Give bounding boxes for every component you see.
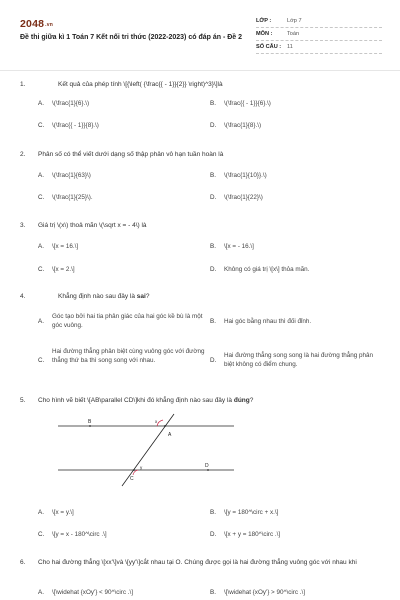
label-c: C bbox=[130, 476, 134, 482]
question-number: 1. bbox=[20, 81, 26, 88]
point-a bbox=[164, 425, 166, 427]
parallel-lines-figure bbox=[56, 412, 236, 487]
label-x: x bbox=[155, 419, 158, 424]
option-c[interactable]: C. \(\frac{1}{25}\). bbox=[38, 194, 93, 201]
option-c[interactable]: C. \[x = 2.\] bbox=[38, 266, 75, 273]
question-text: Cho hình vẽ biết \[AB\parallel CD\]khi đó khẳng định nào sau đây là đúng? bbox=[38, 397, 254, 404]
question-text: Kết quả của phép tính \[{\left( {\frac{{ - 1}}{2}} \right)^3}\]là bbox=[58, 81, 223, 88]
question-number: 6. bbox=[20, 559, 26, 566]
option-a[interactable]: A. \[x = y.\] bbox=[38, 509, 74, 516]
meta-value: Toán bbox=[287, 31, 300, 37]
option-c[interactable]: C. \[y = x - 180^\circ .\] bbox=[38, 531, 107, 538]
meta-value: 11 bbox=[287, 44, 293, 50]
option-a[interactable]: A. \[x = 16.\] bbox=[38, 243, 79, 250]
question-text: Giá trị \(x\) thoả mãn \(\sqrt x = - 4\) là bbox=[38, 222, 147, 229]
meta-key: MÔN : bbox=[256, 31, 273, 37]
label-d: D bbox=[205, 463, 209, 469]
option-b[interactable]: B. \[\widehat {xOy'} > 90^\circ .\] bbox=[210, 589, 305, 596]
option-d[interactable]: D. \(\frac{1}{8}.\) bbox=[210, 122, 262, 129]
question-text: Khẳng định nào sau đây là sai? bbox=[58, 293, 150, 300]
angle-x-arc bbox=[157, 420, 163, 426]
question-number: 5. bbox=[20, 397, 26, 404]
question-text: Phân số có thể viết dưới dạng số thập phân vô hạn tuần hoàn là bbox=[38, 151, 224, 158]
option-a[interactable]: A. \[\widehat {xOy'} < 90^\circ .\] bbox=[38, 589, 133, 596]
question-number: 3. bbox=[20, 222, 26, 229]
point-b bbox=[89, 425, 91, 427]
meta-value: Lớp 7 bbox=[287, 18, 302, 24]
option-b[interactable]: B. \[y = 180^\circ + x.\] bbox=[210, 509, 279, 516]
point-d bbox=[207, 469, 209, 471]
label-y: y bbox=[140, 465, 143, 470]
option-a[interactable]: A. \(\frac{1}{6}.\) bbox=[38, 100, 90, 107]
option-d[interactable]: D. Không có giá trị \[x\] thỏa mãn. bbox=[210, 266, 310, 273]
meta-key: SỐ CÂU : bbox=[256, 44, 282, 50]
questions-container: 1. Kết quả của phép tính \[{\left( {\frac{{ - 1}}{2}} \right)^3}\]là A. \(\frac{1}{6}.\) B. \(\frac{{ - 1}}{6}.\) C. \(\frac{{ - 1}}{8}.\) D. \(\frac{1}{8}.\) 2. Phân số có thể viết dưới dạng số thập phân vô hạn tuần hoàn là A. \(\frac{1}{63}\) B. \(\frac{1}{10}}.\) C. \(\frac{1}{25}\). D. \(\frac{1}{22}\) 3. Giá trị \(x\) thoả mãn \(\sqrt x = - 4\) là A. \[x = 16.\] B. \[x = - 16.\] C. \[x = 2.\] D. Không có giá trị \[x\] thỏa mãn. 4. Khẳng định nào sau đây là sai? A. Góc tạo bởi hai tia phân giác của hai góc kề bù là một góc vuông. B. Hai góc bằng nhau thì đối đỉnh. C. Hai đường thẳng phân biệt cùng vuông góc với đường thẳng thứ ba thì song song với nhau. D. Hai đường thẳng song song là hai đường thẳng phân biệt không có điểm chung. 5. Cho hình vẽ biết \[AB\parallel CD\]khi đó khẳng định nào sau đây là đúng? B A x y C D A. \[x = y.\] B. \[y = 180^\circ + x.\] C. \[y = x - 180^\circ .\] D. \[x + y = 180^\circ .\] 6. Cho hai đường thẳng \[xx'\]và \[yy'\]cắt nhau tại O. Chúng được gọi là hai đường thẳng vuông góc với nhau khi A. \[\widehat {xOy'} < 90^\circ .\] B. \[\widehat {xOy'} > 90^\circ .\] bbox=[0, 0, 400, 600]
point-c bbox=[133, 469, 135, 471]
option-c[interactable]: C. \(\frac{{ - 1}}{8}.\) bbox=[38, 122, 99, 129]
site-logo[interactable]: 2048.vn bbox=[20, 18, 53, 30]
option-b[interactable]: B. \(\frac{{ - 1}}{6}.\) bbox=[210, 100, 271, 107]
question-text: Cho hai đường thẳng \[xx'\]và \[yy'\]cắt nhau tại O. Chúng được gọi là hai đường thẳng vuông góc với nhau khi bbox=[38, 559, 357, 566]
question-number: 2. bbox=[20, 151, 26, 158]
option-b[interactable]: B. \[x = - 16.\] bbox=[210, 243, 254, 250]
option-a[interactable]: A. \(\frac{1}{63}\) bbox=[38, 172, 91, 179]
option-b[interactable]: B. Hai góc bằng nhau thì đối đỉnh. bbox=[210, 318, 312, 325]
label-b: B bbox=[88, 419, 92, 425]
document-title: Đề thi giữa kì 1 Toán 7 Kết nối tri thức (2022-2023) có đáp án - Đề 2 bbox=[20, 34, 243, 41]
option-d[interactable]: D. \[x + y = 180^\circ .\] bbox=[210, 531, 281, 538]
label-a: A bbox=[168, 432, 172, 438]
option-b[interactable]: B. \(\frac{1}{10}}.\) bbox=[210, 172, 267, 179]
question-number: 4. bbox=[20, 293, 26, 300]
option-d[interactable]: D. \(\frac{1}{22}\) bbox=[210, 194, 263, 201]
meta-key: LỚP : bbox=[256, 18, 272, 24]
